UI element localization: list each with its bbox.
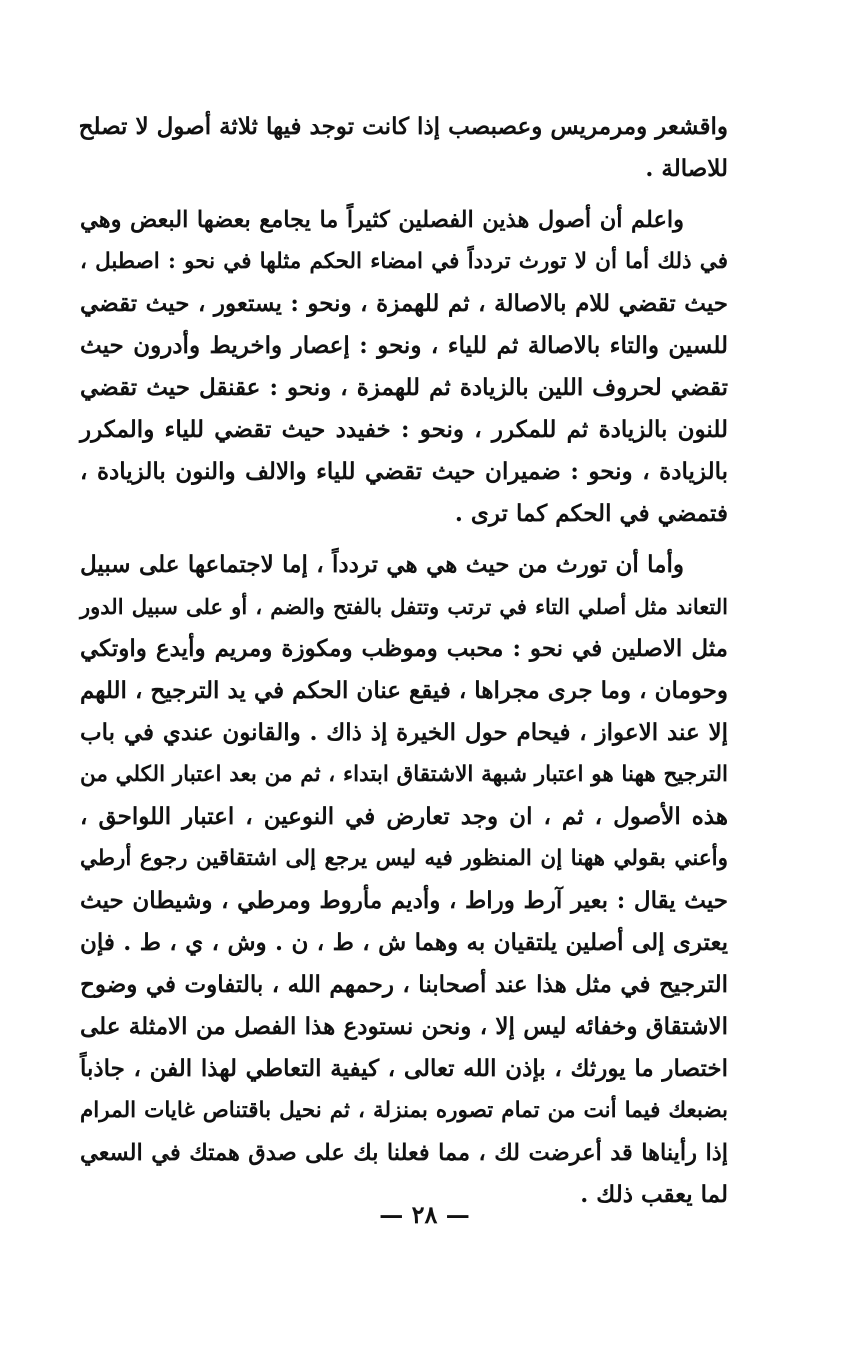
- text-line: وأعني بقولي ههنا إن المنظور فيه ليس يرجع إلى اشتقاقين رجوع أرطي: [80, 846, 728, 871]
- text-line: تقضي لحروف اللين بالزيادة ثم للهمزة ، ونحو : عقنقل حيث تقضي: [80, 374, 728, 401]
- text-line: في ذلك أما أن لا تورث تردداً في امضاء الحكم مثلها في نحو : اصطبل ،: [80, 249, 728, 274]
- text-line: للاصالة .: [645, 155, 728, 182]
- text-line: حيث يقال : بعير آرط وراط ، وأديم مأروط ومرطي ، وشيطان حيث: [80, 887, 728, 914]
- page-number: — ٢٨ —: [379, 1200, 470, 1229]
- text-line: واعلم أن أصول هذين الفصلين كثيراً ما يجامع بعضها البعض وهي: [80, 207, 684, 233]
- text-line: الاشتقاق وخفائه ليس إلا ، ونحن نستودع هذا الفصل من الامثلة على: [80, 1013, 728, 1040]
- text-line: هذه الأصول ، ثم ، ان وجد تعارض في النوعين ، اعتبار اللواحق ،: [80, 803, 728, 830]
- text-line: لما يعقب ذلك .: [580, 1181, 728, 1208]
- text-line: وأما أن تورث من حيث هي هي تردداً ، إما لاجتماعها على سبيل: [80, 551, 684, 578]
- text-line: بضبعك فيما أنت من تمام تصوره بمنزلة ، ثم نحيل باقتناص غايات المرام: [80, 1098, 728, 1123]
- text-line: إذا رأيناها قد أعرضت لك ، مما فعلنا بك على صدق همتك في السعي: [80, 1140, 728, 1166]
- text-line: واقشعر ومرمريس وعصبصب إذا كانت توجد فيها ثلاثة أصول لا تصلح: [78, 113, 728, 140]
- text-line: بالزيادة ، ونحو : ضميران حيث تقضي للياء والالف والنون بالزيادة ،: [80, 458, 728, 485]
- paragraph-3: [80, 544, 728, 1216]
- text-line: التعاند مثل أصلي التاء في ترتب وتتفل بالفتح والضم ، أو على سبيل الدور: [80, 594, 728, 619]
- text-line: يعترى إلى أصلين يلتقيان به وهما ش ، ط ، ن . وش ، ي ، ط . فإن: [80, 929, 728, 956]
- paragraph-1: [80, 106, 728, 190]
- paragraph-2: [80, 199, 728, 535]
- text-line: مثل الاصلين في نحو : محبب وموظب ومكوزة ومريم وأيدع واوتكي: [80, 635, 728, 662]
- text-line: وحومان ، وما جرى مجراها ، فيقع عنان الحكم في يد الترجيح ، اللهم: [80, 677, 728, 704]
- text-line: الترجيح في مثل هذا عند أصحابنا ، رحمهم الله ، بالتفاوت في وضوح: [80, 971, 728, 998]
- text-line: للسين والتاء بالاصالة ثم للياء ، ونحو : إعصار واخريط وأدرون حيث: [80, 332, 728, 359]
- text-line: الترجيح ههنا هو اعتبار شبهة الاشتقاق ابتداء ، ثم من بعد اعتبار الكلي من: [80, 762, 728, 787]
- text-line: اختصار ما يورثك ، بإذن الله تعالى ، كيفية التعاطي لهذا الفن ، جاذباً: [80, 1055, 728, 1082]
- text-line: حيث تقضي للام بالاصالة ، ثم للهمزة ، ونحو : يستعور ، حيث تقضي: [80, 290, 728, 317]
- text-line: إلا عند الاعواز ، فيحام حول الخيرة إذ ذاك . والقانون عندي في باب: [80, 719, 728, 746]
- text-line: للنون بالزيادة ثم للمكرر ، ونحو : خفيدد حيث تقضي للياء والمكرر: [80, 416, 728, 443]
- text-line: فتمضي في الحكم كما ترى .: [454, 500, 728, 527]
